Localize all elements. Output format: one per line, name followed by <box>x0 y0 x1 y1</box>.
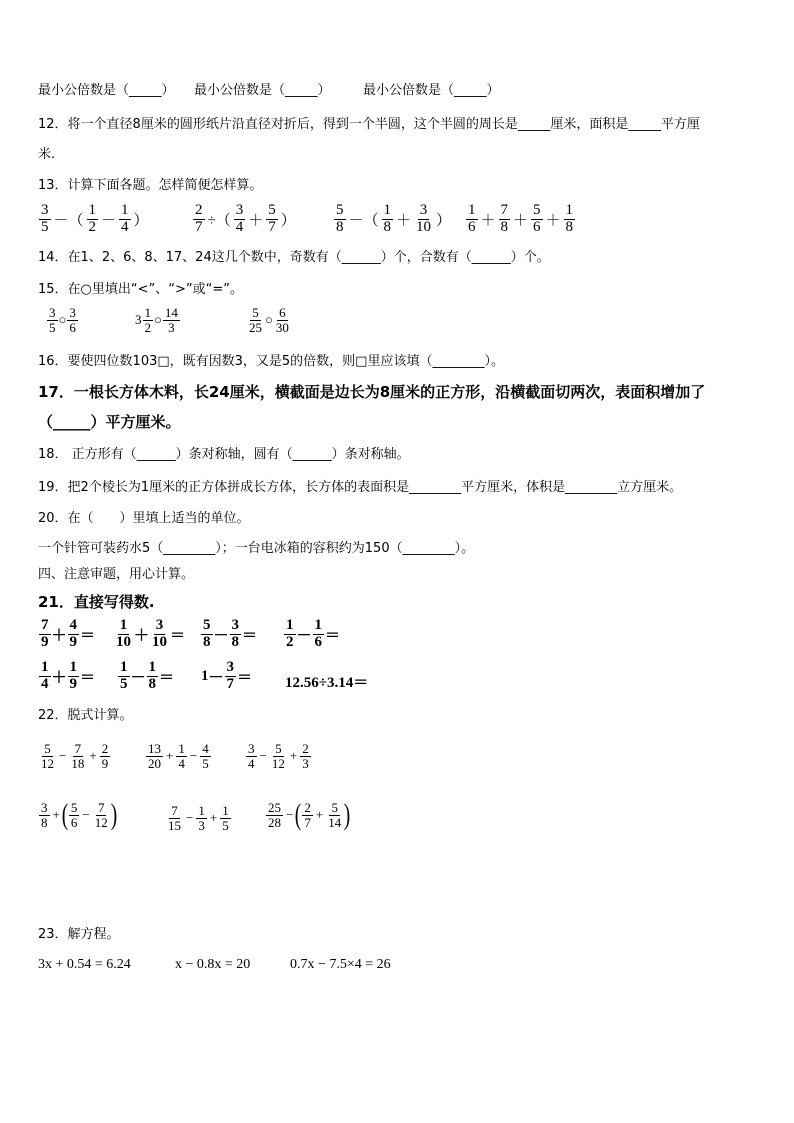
question-17-line1: 17．一根长方体木料，长24厘米，横截面是边长为8厘米的正方形，沿横截面切两次，表面积增加了 <box>38 383 706 401</box>
fraction: $\frac{2}{9}$ <box>101 741 109 771</box>
fraction: $\frac{3}{6}$ <box>69 305 76 335</box>
fraction: $\frac{1}{5}$ <box>120 659 128 692</box>
q21-item: $\frac{1}{5}$ － $\frac{1}{8}$ ＝ <box>120 659 175 692</box>
question-19: 19．把2个棱长为1厘米的正方体拼成长方体，长方体的表面积是________平方厘米，体积是________立方厘米。 <box>38 480 683 495</box>
compare-circle: ○ <box>265 312 273 328</box>
fraction: $\frac{3}{5}$ <box>41 202 49 235</box>
q13-expression-3: $\frac{5}{8}$ －（ $\frac{1}{8}$ ＋ $\frac{3}{10}$ ） <box>336 202 452 235</box>
question-17-line2: （_____）平方厘米。 <box>38 413 181 431</box>
fraction: $\frac{1}{8}$ <box>383 202 392 235</box>
q22-expression: $\frac{3}{4}$ − $\frac{5}{12}$ + $\frac{2}{3}$ <box>248 741 309 771</box>
fraction: $\frac{1}{10}$ <box>116 617 131 650</box>
fraction: $\frac{1}{4}$ <box>41 659 49 692</box>
fraction: $\frac{1}{4}$ <box>121 202 129 235</box>
fraction: $\frac{1}{6}$ <box>468 202 476 235</box>
fraction: $\frac{7}{15}$ <box>168 803 181 833</box>
fraction: $\frac{1}{5}$ <box>222 803 229 833</box>
fraction: $\frac{1}{9}$ <box>69 659 78 692</box>
fraction: $\frac{25}{28}$ <box>268 799 281 830</box>
fraction: $\frac{3}{4}$ <box>235 202 244 235</box>
question-20-line1: 20．在（ ）里填上适当的单位。 <box>38 511 250 526</box>
fraction: $\frac{13}{20}$ <box>148 741 161 771</box>
q15-compare-3 <box>246 306 292 334</box>
fraction: $\frac{1}{4}$ <box>178 741 185 771</box>
question-22-text: 22．脱式计算。 <box>38 708 133 723</box>
fraction: $\frac{5}{8}$ <box>203 617 211 650</box>
fraction: $\frac{1}{8}$ <box>148 659 157 692</box>
fraction: $\frac{3}{7}$ <box>226 659 235 692</box>
compare-circle: ○ <box>58 312 67 328</box>
fraction: $\frac{3}{10}$ <box>152 617 168 650</box>
fraction: $\frac{1}{8}$ <box>565 202 574 235</box>
fraction: $\frac{7}{12}$ <box>94 799 108 830</box>
fraction: $\frac{1}{3}$ <box>198 803 205 833</box>
fraction: $\frac{5}{25}$ <box>249 305 262 335</box>
q21-item: $\frac{1}{4}$ ＋ $\frac{1}{9}$ ＝ <box>41 659 96 692</box>
fraction: $\frac{2}{7}$ <box>195 202 203 235</box>
q22-expression: $\frac{3}{8}$ + ( $\frac{5}{6}$ − $\frac{7}{12}$ ) <box>41 798 117 831</box>
fraction: $\frac{3}{8}$ <box>231 617 240 650</box>
question-13-text: 13．计算下面各题。怎样简便怎样算。 <box>38 178 263 193</box>
q15-compare-1 <box>46 306 79 334</box>
question-16: 16．要使四位数103□，既有因数3，又是5的倍数，则□里应该填（________）。 <box>38 354 504 369</box>
question-15-text: 15．在○里填出“<”、“>”或“=”。 <box>38 282 243 297</box>
q13-expression-1: $\frac{3}{5}$ －（ $\frac{1}{2}$ － $\frac{1}{4}$ ） <box>41 202 149 235</box>
question-12-line2: 米. <box>38 147 56 162</box>
fraction: $\frac{4}{5}$ <box>202 741 209 771</box>
equation-1: 3x + 0.54 = 6.24 <box>38 957 131 972</box>
q21-item: 1 － $\frac{3}{7}$ ＝ <box>201 659 253 692</box>
question-18: 18． 正方形有（______）条对称轴，圆有（______）条对称轴。 <box>38 447 410 462</box>
q21-item-decimal: 12.56÷3.14＝ <box>285 675 369 691</box>
fraction: $\frac{3}{5}$ <box>49 305 56 335</box>
equation-2: x − 0.8x = 20 <box>175 957 251 972</box>
q21-item: $\frac{1}{2}$ － $\frac{1}{6}$ ＝ <box>286 617 341 650</box>
fraction: $\frac{7}{8}$ <box>500 202 509 235</box>
fraction: $\frac{7}{18}$ <box>71 741 85 771</box>
fraction: $\frac{5}{14}$ <box>328 799 342 830</box>
fraction: $\frac{3}{4}$ <box>248 741 255 771</box>
equation-3: 0.7x − 7.5×4 = 26 <box>290 957 391 972</box>
fraction: $\frac{3}{8}$ <box>41 799 48 830</box>
question-20-line2: 一个针管可装药水5（________）；一台电冰箱的容积约为150（________）。 <box>38 541 475 556</box>
fraction: $\frac{5}{8}$ <box>336 202 344 235</box>
question-12-line1: 12．将一个直径8厘米的圆形纸片沿直径对折后，得到一个半圆，这个半圆的周长是_____厘米，面积是_____平方厘 <box>38 117 700 132</box>
fraction: $\frac{5}{6}$ <box>70 799 78 830</box>
fraction: $\frac{2}{7}$ <box>304 799 311 830</box>
fraction: $\frac{1}{2}$ <box>88 202 97 235</box>
fraction: $\frac{14}{3}$ <box>164 305 178 335</box>
fraction: $\frac{6}{30}$ <box>275 305 289 335</box>
compare-circle: ○ <box>154 312 162 328</box>
fraction: $\frac{5}{7}$ <box>268 202 276 235</box>
question-23-text: 23．解方程。 <box>38 927 120 942</box>
q15-compare-2: 3 $\frac{1}{2}$ ○ $\frac{14}{3}$ <box>135 305 178 335</box>
q22-expression: $\frac{25}{28}$ − ( $\frac{2}{7}$ + $\frac{5}{14}$ ) <box>268 798 351 831</box>
fraction: $\frac{7}{9}$ <box>41 617 49 650</box>
fraction: $\frac{5}{12}$ <box>271 741 285 771</box>
fraction: $\frac{4}{9}$ <box>69 617 78 650</box>
fraction: $\frac{1}{2}$ <box>286 617 294 650</box>
fraction: $\frac{2}{3}$ <box>302 741 309 771</box>
question-21-text: 21．直接写得数. <box>38 593 155 611</box>
q22-expression: $\frac{5}{12}$ − $\frac{7}{18}$ + $\frac{2}{9}$ <box>41 741 109 771</box>
question-14: 14．在1、2、6、8、17、24这几个数中，奇数有（______）个，合数有（______）个。 <box>38 250 550 265</box>
fraction: $\frac{3}{10}$ <box>416 202 432 235</box>
section-4-heading: 四、注意审题，用心计算。 <box>38 567 195 582</box>
q21-item: $\frac{5}{8}$ － $\frac{3}{8}$ ＝ <box>203 617 258 650</box>
q21-item: $\frac{7}{9}$ ＋ $\frac{4}{9}$ ＝ <box>41 617 96 650</box>
lcm-answer-line: 最小公倍数是（_____） 最小公倍数是（_____） 最小公倍数是（_____） <box>38 83 500 98</box>
fraction: $\frac{1}{2}$ <box>144 305 151 335</box>
q13-expression-4: $\frac{1}{6}$ ＋ $\frac{7}{8}$ ＋ $\frac{5}{6}$ ＋ $\frac{1}{8}$ <box>468 202 574 235</box>
fraction: $\frac{5}{6}$ <box>533 202 541 235</box>
fraction: $\frac{5}{12}$ <box>41 741 54 771</box>
fraction: $\frac{1}{6}$ <box>314 617 323 650</box>
q13-expression-2: $\frac{2}{7}$ ÷（ $\frac{3}{4}$ ＋ $\frac{5}{7}$ ） <box>195 202 296 235</box>
q22-expression: $\frac{7}{15}$ − $\frac{1}{3}$ + $\frac{1}{5}$ <box>168 803 229 833</box>
q22-expression: $\frac{13}{20}$ + $\frac{1}{4}$ − $\frac{4}{5}$ <box>148 741 209 771</box>
q21-item: $\frac{1}{10}$ ＋ $\frac{3}{10}$ ＝ <box>116 617 186 650</box>
